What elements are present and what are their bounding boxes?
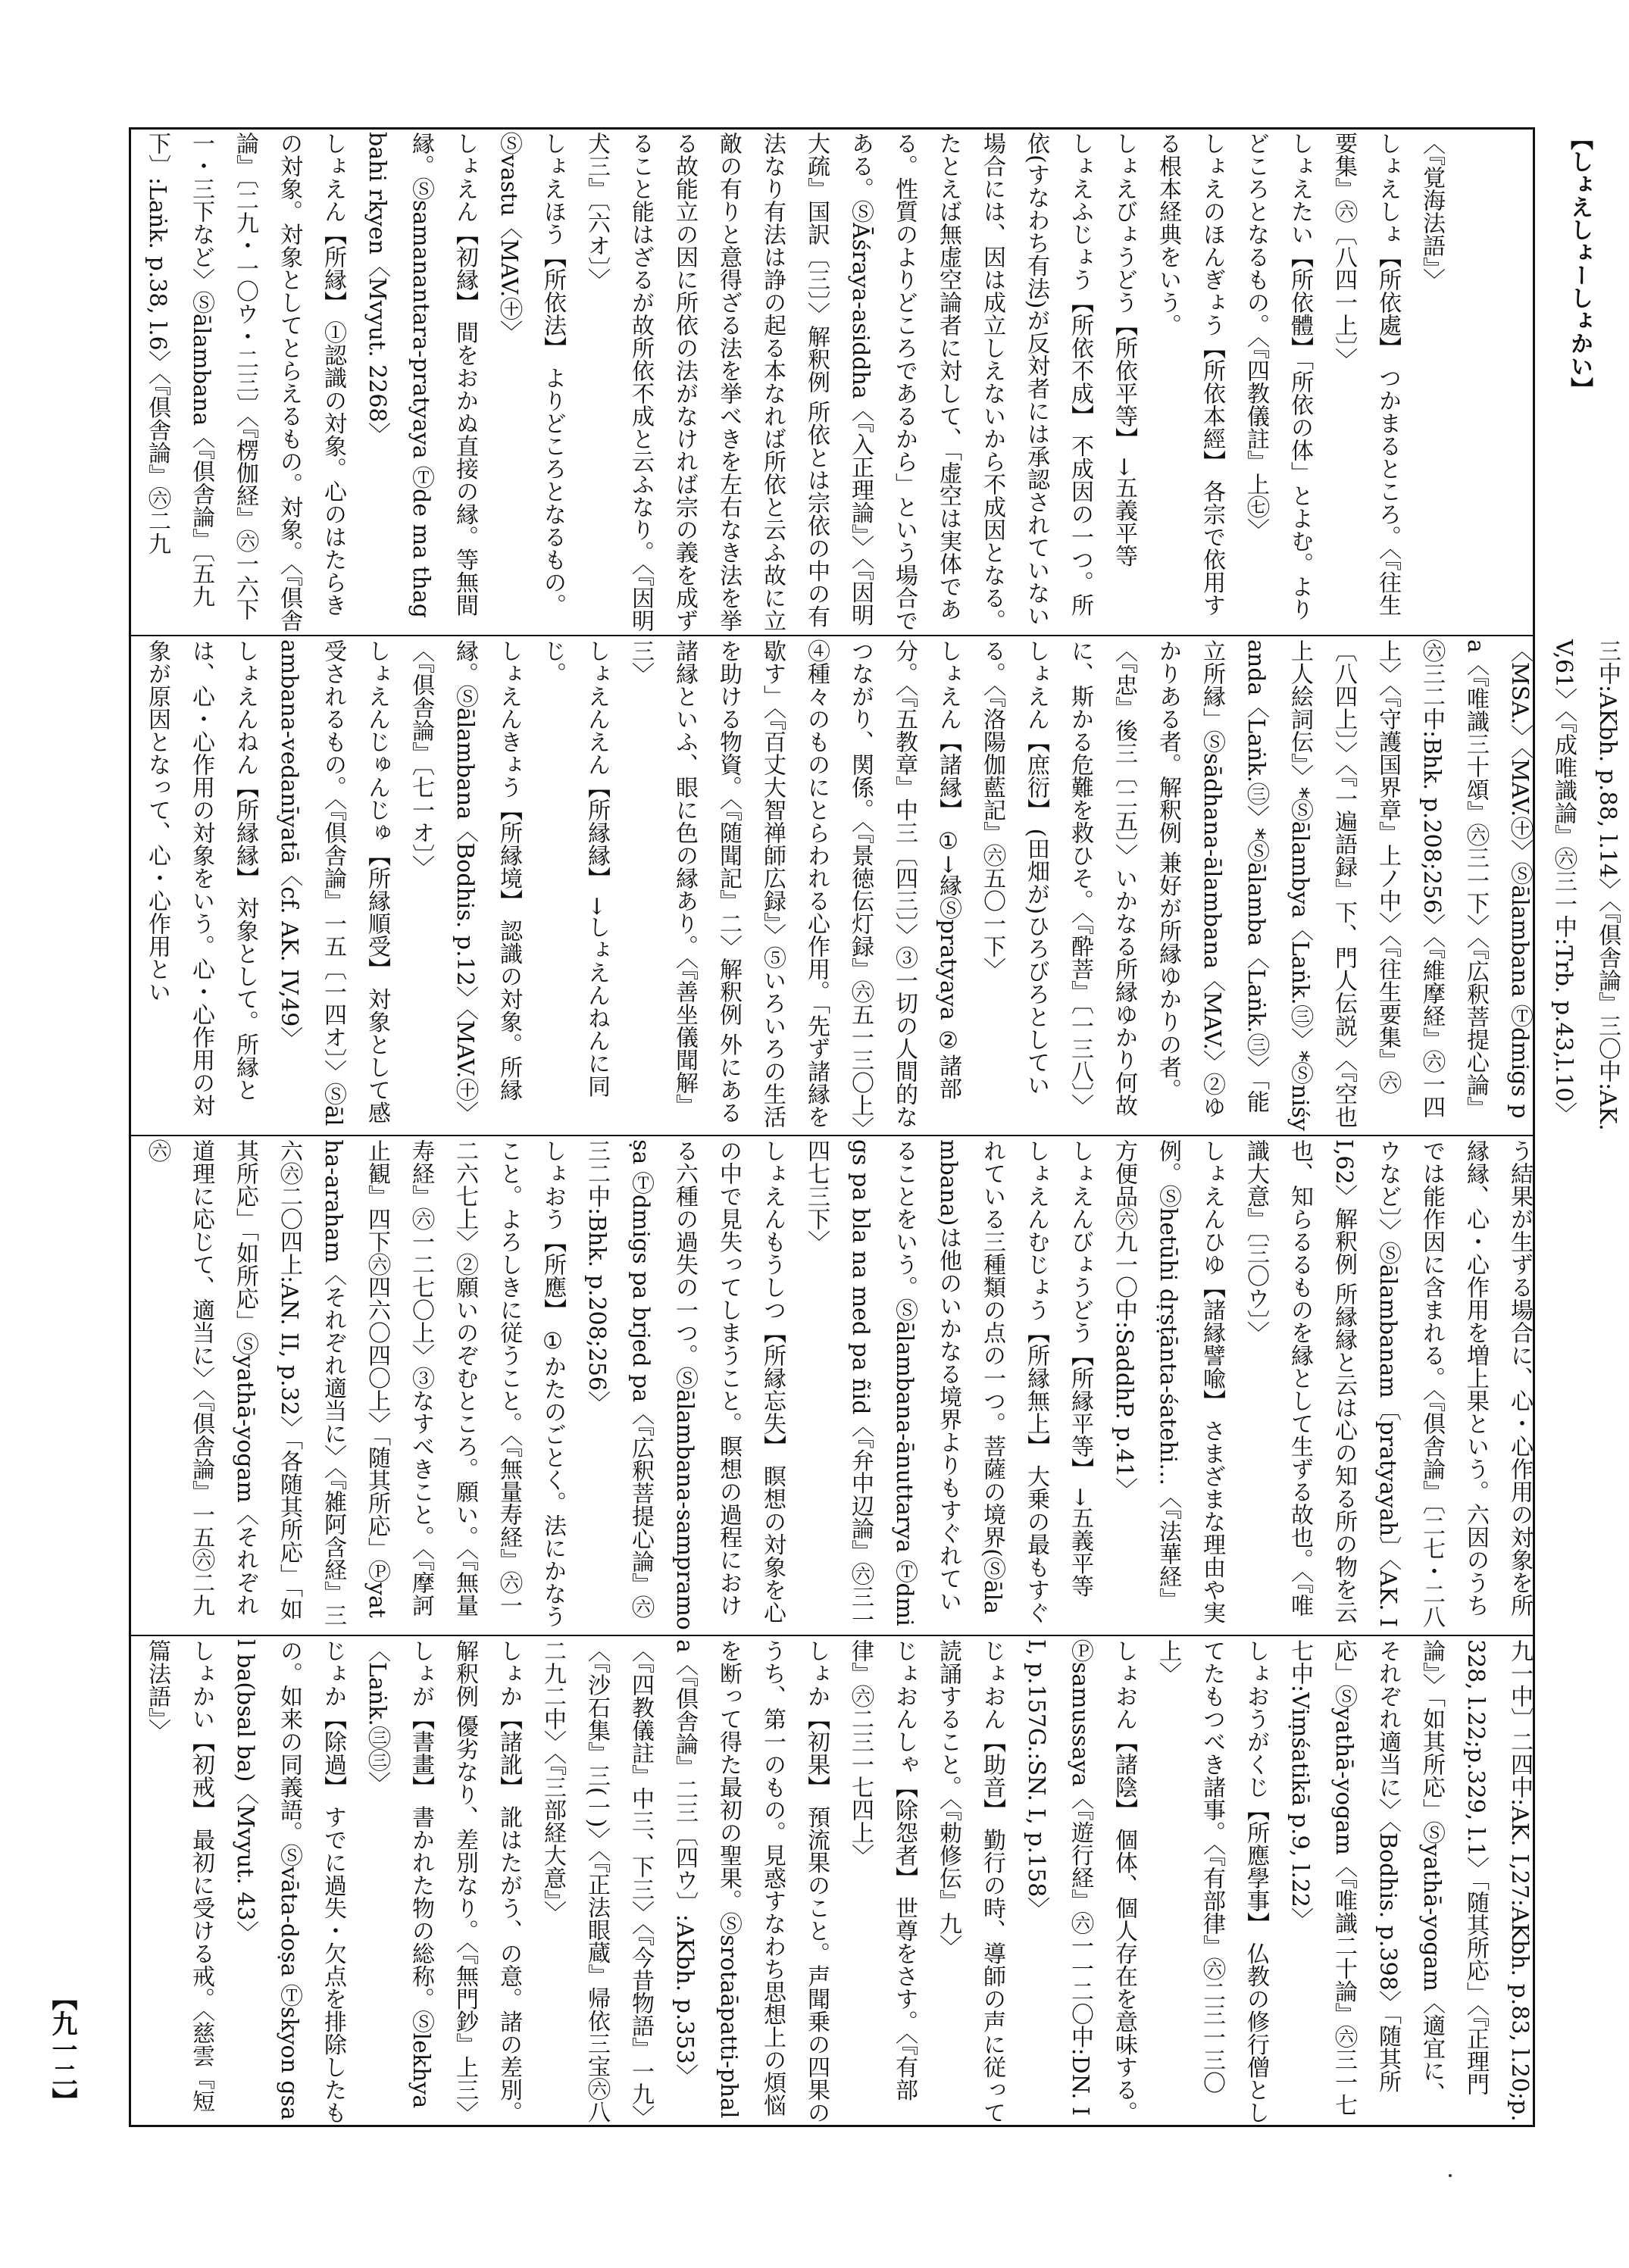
entry: じょおんしゃ【除怨者】 世尊をさす。〈『有部律』㊅二三一七四上〉 [847, 1639, 918, 2101]
running-header: 【しょえしょーしょかい】 [1566, 127, 1593, 400]
entry: しょえんもうしつ【所縁忘失】 瞑想の対象を心の中で見失ってしまうこと。瞑想の過程における六種の過失の一つ。Ⓢālambana-sampramoṣa Ⓣdmigs pa brjed pa〈『広釈菩提心論』㊅三二中:Bhk. p.208;256〉 [583, 1139, 786, 1630]
tier-4-entries [135, 1639, 1541, 2124]
entry: しょおうがくじ【所應學事】 仏教の修行僧としてたもつべき諸事。〈『有部律』㊅二三一三〇上〉 [1155, 1639, 1269, 2124]
entry: しょえのほんぎょう【所依本經】 各宗で依用する根本経典をいう。 [1155, 132, 1225, 617]
entry: しょえんじゅんじゅ【所縁順受】 対象として感受されるもの。〈『倶舎論』一五〔一四オ〕〉Ⓢālambana-vedanīyatā〈cf. AK. IV,49〉 [276, 639, 390, 1126]
tier-1 [135, 132, 1529, 632]
entry: しょえんひゆ【諸縁譬喩】 さまざまな理由や実例。Ⓢhetūhi dṛṣṭānta-śatehi…〈『法華経』方便品㊅九一〇中:SaddhP. p.41〉 [1111, 1139, 1225, 1624]
tier-2 [135, 639, 1621, 1132]
tier-divider [129, 635, 1535, 636]
entry: しょえふじょう【所依不成】 不成因の一つ。所依(すなわち有法)が反対者には承認されていない場合には、因は成立しえないから不成因となる。たとえば無虚空論者に対して、「虚空は実体である。性質のよりどころであるから」という場合である。ⓈĀśraya-asiddha〈『入正理論』〉〈『因明大疏』国訳〔三〕〉解釈例 所依とは宗依の中の有法なり有法は諍の起る本なれば所依と云ふ故に立敵の有りと意得ざる法を挙べきを左右なき法を挙る故能立の因に所依の法がなければ宗の義を成ずること能はざるが故所依不成と云ふなり。〈『因明犬三』〔六オ〕〉 [583, 132, 1093, 632]
entry: しょおん【諸陰】 個体、個人存在を意味する。Ⓟsamussaya〈『遊行経』㊅一一二〇中:DN. II, p.157G.:SN. I, p.158〉 [1023, 1639, 1137, 2124]
page-number: 【九一二】 [47, 1985, 77, 2113]
stray-mark [1449, 2174, 1452, 2177]
entry: しょえんきょう【所縁境】 認識の対象。所縁縁。Ⓢālambana〈Bodhis. p.12〉〈MAV.㊉〉〈『倶舎論』〔七一オ〕〉 [408, 639, 522, 1124]
tier-divider [129, 1635, 1535, 1636]
entry: 九一中〕二四中:AK. I,27:AKbh. p.83, l.20;p.328, l.22;p.329, l.1〉「随其所応」〈『正理門論』〉「如其所応」Ⓢyathā-yogam〈適宜に、それぞれ適当に〉〈Bodhis. p.398〉「随其所応」Ⓢyathā-yogam〈『唯識二十論』㊅三一七七中:Viṃśatikā p.9, l.22〉 [1287, 1639, 1533, 2122]
entry: 〈『覚海法語』〉 [1418, 132, 1445, 291]
tier-4 [135, 1639, 1533, 2124]
entry: しょえんねん【所縁縁】 対象として。所縁とは、心・心作用の対象をいう。心・心作用の対象が原因となって、心・心作用とい [144, 639, 258, 1117]
entry: しょえんびょうどう【所縁平等】 →五義平等 [1067, 1139, 1093, 1598]
entry: しょえたい【所依體】「所依の体」とよむ。よりどころとなるもの。〈『四教儀註』上㊆〉 [1243, 132, 1313, 620]
entry: しょえん【諸縁】 ①→縁Ⓢpratyaya ②諸部分。〈『五教章』中三〔四三〕〉③一切の人間的なつながり、関係。〈『景徳伝灯録』㊅五一三〇上〉④種々のものにとらわれる心作用。「先ず諸縁を歇す」〈『百丈大智禅師広録』〉⑤いろいろの生活を助ける物資。〈『随聞記』二〉解釈例 外にある諸縁といふ、眼に色の縁あり。〈『善坐儀聞解』三〉 [627, 639, 961, 1128]
entry: しょか【諸訛】 訛はたがう、の意。諸の差別。解釈例 優劣なり、差別なり。〈『無門鈔』上三〉 [452, 1639, 522, 2124]
entry: しょえん【庶衍】 (田畑が)ひろびろとしている。〈『洛陽伽藍記』㊅五〇一下〉 [979, 639, 1049, 1096]
entry: しょえしょ【所依處】 つかまるところ。〈『往生要集』㊅〔八四一上〕〉 [1330, 132, 1401, 617]
tier-3-entries [135, 1139, 1541, 1632]
entry: しょおう【所應】 ①かたのごとく。法にかなうこと。よろしきに従うこと。〈『無量寿経』㊅一二六七上〉②願いのぞむところ。願い。〈『無量寿経』㊅一二七〇上〉③なすべきこと。〈『摩訶止観』四下㊅四六〇四〇上〉「随其所応」Ⓟyatha-araham〈それぞれ適当に〉〈『雑阿含経』三六㊅二〇四上:AN. II, p.32〉「各随其所応」「如其所応」「如所応」Ⓢyathā-yogam〈それぞれ道理に応じて、適当に〉〈『倶舎論』一五㊅二九㊅ [144, 1139, 566, 1628]
entry: しょえん【所縁】 ①認識の対象。心のはたらきの対象。対象としてとらえるもの。対象。〈『倶舎論』〔二九・一〇ウ・二三〕〈『楞伽経』㊅一六下一・三下など〉Ⓢālambana〈『倶舎論』〔五九下〕:Laṅk. p.38, l.6〉〈『倶舎論』㊅二九 [144, 132, 346, 632]
entry: しょえん【初縁】 間をおかぬ直接の縁。等無間縁。Ⓢsamanantara-pratyaya Ⓣde ma thag bahi rkyen〈Mvyut. 2268〉 [364, 132, 478, 618]
entry: じょか【除過】 すでに過失・欠点を排除したもの。如来の同義語。Ⓢvāta-doṣa Ⓣskyon gsal ba(bsal ba)〈Mvyut. 43〉 [232, 1639, 346, 2124]
entry: しょが【書畫】 書かれた物の総称。Ⓢlekhya〈Laṅk.㊂㊂〉 [364, 1639, 434, 2109]
entry: しょえんむじょう【所縁無上】 大乗の最もすぐれている三種類の点の一つ。菩薩の境界(Ⓢālambana)は他のいかなる境界よりもすぐれていることをいう。Ⓢālambana-ānuttarya Ⓣdmigs pa bla na med pa ñid〈『弁中辺論』㊅三一四七三下〉 [803, 1139, 1049, 1631]
tier-2-entries [135, 639, 1629, 1132]
entry: 三中:AKbh. p.88, l.14〉〈『倶舎論』三〇中:AK. V,61〉〈『成唯識論』㊅三一中:Trb. p.43,l.10〉〈MSA.〉〈MAV.㊉〉Ⓢālambana Ⓣdmigs pa〈『唯識三十頌』㊅三一下〉〈『広釈菩提心論』㊅三二中:Bhk. p.208;256〉〈『維摩経』㊅一四上〉〈『守護国界章』上ノ中〉〈『往生要集』㊅〔八四上〕〉〈『一遍語録』下、門人伝説〉〈『空也上人絵詞伝』〉*Ⓢālambya〈Laṅk.㊂〉*Ⓢniśyanda〈Laṅk.㊂〉*Ⓢālamba〈Laṅk.㊂〉「能立所縁」Ⓢsādhana-ālambana〈MAV.〉②ゆかりある者。解釈例 兼好が所縁ゆかりの者。〈『忠』後三〔二五〕〉いかなる所縁ゆかり何故に、斯かる危難を救ひそ。〈『酔菩』〔一三八〕〉 [1067, 639, 1621, 1131]
tier-3 [135, 1139, 1533, 1632]
entry: しょえんえん【所縁縁】 →しょえんねんに同じ。 [539, 639, 610, 1098]
entry: しょか【初果】 預流果のこと。声聞乗の四果のうち、第一のもの。見惑すなわち思想上の煩悩を断って得た最初の聖果。Ⓢsrotaāpatti-phala〈『倶舎論』二三〔四ウ〕:AKbh. p.353〉〈『四教儀註』中三、下三〉〈『今昔物語』一九〉〈『沙石集』三(一)〉〈『正法眼蔵』帰依三宝㊅八二九二中〉〈『三部経大意』〉 [539, 1639, 830, 2124]
entry: う結果が生ずる場合に、心・心作用の対象を所縁縁、心・心作用を増上果という。六因のうちでは能作因に含まれる。〈『倶舎論』〔二七・二八ウなど〕〉Ⓢālambanam〔pratyayah〕〈AK. II,62〉解釈例 所縁縁と云は心の知る所の物を云也、知らるるものを縁として生ずる故也。〈『唯識大意』〔三〇ウ〕〉 [1243, 1139, 1533, 1628]
entry: しょえほう【所依法】 よりどころとなるもの。Ⓢvastu〈MAV.㊉〉 [496, 132, 566, 617]
tier-divider [129, 1135, 1535, 1136]
entry: しょかい【初戒】 最初に受ける戒。〈慈雲『短篇法語』〉 [144, 1639, 214, 2113]
tier-1-entries [135, 132, 1453, 632]
entry: しょえびょうどう【所依平等】 →五義平等 [1111, 132, 1137, 567]
entry: じょおん【助音】 勤行の時、導師の声に従って読誦すること。〈『勅修伝』九〉 [935, 1639, 1005, 2124]
